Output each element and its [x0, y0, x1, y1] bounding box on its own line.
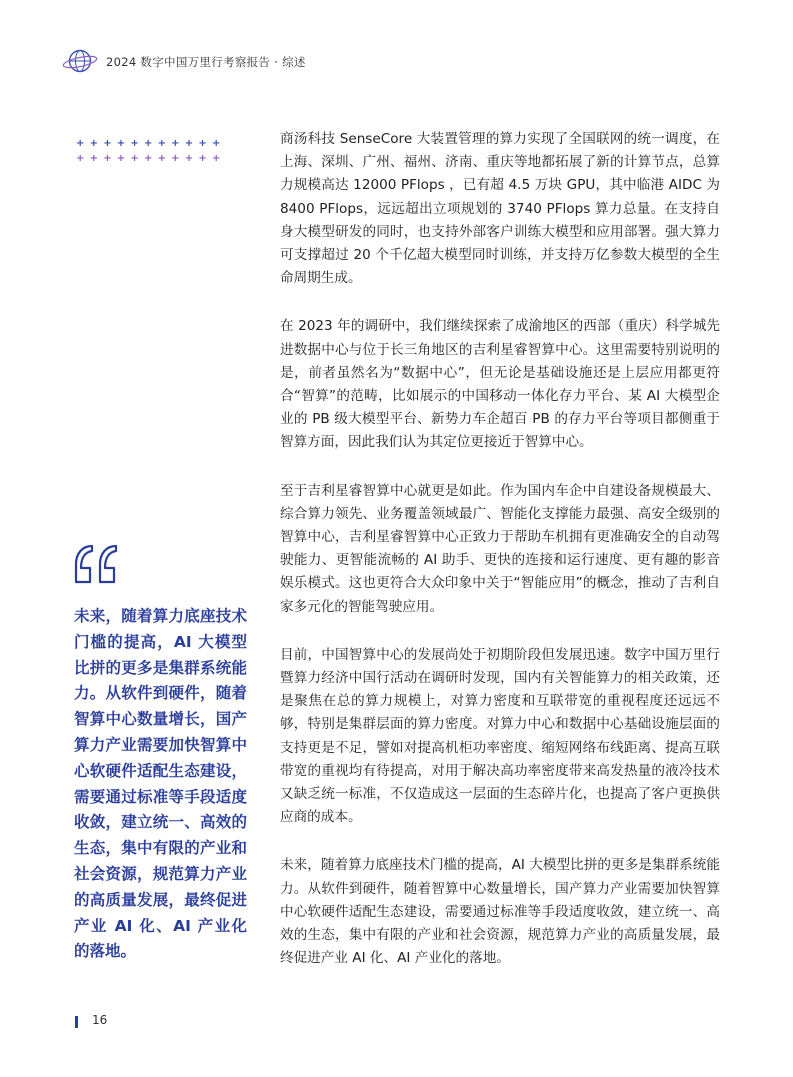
plus-icon: +: [198, 153, 207, 164]
plus-icon: +: [184, 153, 194, 164]
body-paragraph: 目前，中国智算中心的发展尚处于初期阶段但发展迅速。数字中国万里行暨算力经济中国行活动在调研时发现，国内有关智能算力的相关政策，还是聚焦在总的算力规模上，对算力密度和互联带宽的重视程度还远远不够，特别是集群层面的算力密度。对算力中心和数据中心基础设施层面的支持更是不足，譬如对提高机柜功率密度、缩短网络布线距离、提高互联带宽的重视均有待提高，对用于解决高功率密度带来高发热量的液冷技术又缺乏统一标准，不仅造成这一层面的生态碎片化，也提高了客户更换供应商的成本。: [280, 646, 720, 826]
plus-icon: +: [103, 138, 112, 149]
pull-quote-text: 未来，随着算力底座技术门槛的提高，AI 大模型比拼的更多是集群系统能力。从软件到硬件，随着智算中心数量增长，国产算力产业需要加快智算中心软硬件适配生态建设，需要通过标准等手段适度收敛，建立统一、高效的生态，集中有限的产业和社会资源，规范算力产业的高质量发展，最终促进产业 AI 化、AI 产业化的落地。: [74, 607, 247, 961]
plus-icon: +: [130, 153, 139, 164]
plus-icon: +: [89, 153, 98, 164]
plus-icon: +: [76, 138, 85, 149]
plus-icon: +: [157, 153, 166, 164]
plus-icon: +: [171, 153, 180, 164]
body-paragraph: 商汤科技 SenseCore 大装置管理的算力实现了全国联网的统一调度，在上海、深圳、广州、福州、济南、重庆等地都拓展了新的计算节点，总算力规模高达 12000 PFlops ，已有超 4.5 万块 GPU，其中临港 AIDC 为 8400 PFlops，远远超出立项规划的 3740 PFlops 算力总量。在支持自身大模型研发的同时，也支持外部客户训练大模型和应用部署。强大算力可支撑超过 20 个千亿超大模型同时训练，并支持万亿参数大模型的全生命周期生成。: [280, 131, 720, 287]
plus-icon: +: [89, 138, 98, 149]
plus-icon: +: [143, 138, 153, 149]
plus-icon: +: [198, 138, 207, 149]
body-paragraph: 未来，随着算力底座技术门槛的提高，AI 大模型比拼的更多是集群系统能力。从软件到硬件，随着智算中心数量增长，国产算力产业需要加快智算中心软硬件适配生态建设，需要通过标准等手段适度收敛，建立统一、高效的生态，集中有限的产业和社会资源，规范算力产业的高质量发展，最终促进产业 AI 化、AI 产业化的落地。: [280, 857, 720, 967]
header-title: 2024 数字中国万里行考察报告 · 综述: [106, 55, 306, 69]
plus-icon: +: [116, 153, 126, 164]
quote-icon: [72, 542, 120, 586]
body-paragraph: 在 2023 年的调研中，我们继续探索了成渝地区的西部（重庆）科学城先进数据中心与位于长三角地区的吉利星睿智算中心。这里需要特别说明的是，前者虽然名为“数据中心”，但无论是基础设施还是上层应用都更符合“智算”的范畴，比如展示的中国移动一体化存力平台、某 AI 大模型企业的 PB 级大模型平台、新势力车企超百 PB 的存力平台等项目都侧重于智算方面，因此我们认为其定位更接近于智算中心。: [280, 318, 720, 451]
body-paragraph: 至于吉利星睿智算中心就更是如此。作为国内车企中自建设备规模最大、综合算力领先、业务覆盖领域最广、智能化支撑能力最强、高安全级别的智算中心，吉利星睿智算中心正致力于帮助车机拥有更准确安全的自动驾驶能力、更智能流畅的 AI 助手、更快的连接和运行速度、更有趣的影音娱乐模式。这也更符合大众印象中关于“智能应用”的概念，推动了吉利自家多元化的智能驾驶应用。: [280, 482, 720, 615]
plus-row: [76, 131, 226, 149]
page-number: 16: [92, 1013, 108, 1027]
footer-accent-bar: [75, 1016, 78, 1028]
plus-icon: +: [76, 153, 85, 164]
main-body: [280, 128, 720, 996]
plus-icon: +: [211, 153, 221, 164]
plus-row: [76, 146, 226, 164]
globe-orbit-icon: [62, 46, 98, 76]
plus-decoration-grid: [76, 131, 226, 164]
plus-icon: +: [157, 138, 166, 149]
plus-icon: +: [184, 138, 194, 149]
plus-icon: +: [211, 138, 221, 149]
page-header: [0, 46, 793, 78]
plus-icon: +: [143, 153, 153, 164]
plus-icon: +: [116, 138, 126, 149]
plus-icon: +: [130, 138, 139, 149]
plus-icon: +: [103, 153, 112, 164]
plus-icon: +: [171, 138, 180, 149]
